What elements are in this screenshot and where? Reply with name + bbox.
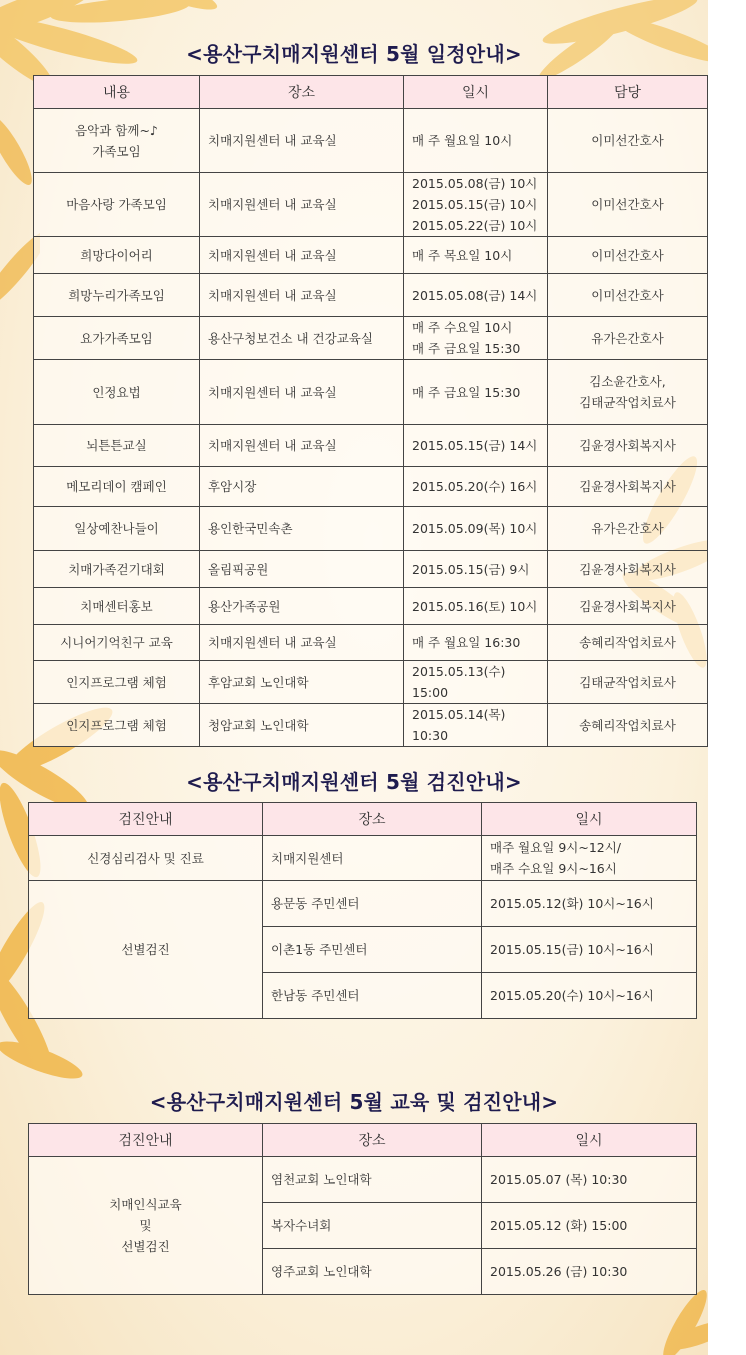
table-row: [29, 1157, 697, 1203]
schedule-table: [33, 75, 708, 747]
schedule-cell-content: [34, 467, 200, 507]
education-header-time: 일시: [482, 1124, 697, 1157]
schedule-cell-staff: [548, 625, 708, 661]
schedule-cell-time: [404, 467, 548, 507]
schedule-cell-place: 치매지원센터 내 교육실: [200, 625, 404, 661]
schedule-cell-staff-line: 이미선간호사: [591, 247, 664, 263]
schedule-cell-content: [34, 588, 200, 625]
schedule-header-staff: 담당: [548, 76, 708, 109]
checkup-section: [0, 720, 708, 1040]
schedule-cell-content: [34, 551, 200, 588]
schedule-cell-content: [34, 661, 200, 704]
education-header-content: 검진안내: [29, 1124, 263, 1157]
schedule-cell-staff-line: 이미선간호사: [591, 287, 664, 303]
checkup-time-line: 매주 월요일 9시~12시/: [490, 840, 622, 855]
right-margin: [708, 0, 746, 1355]
schedule-cell-place: 용인한국민속촌: [200, 507, 404, 551]
schedule-cell-staff-line: 김태균작업치료사: [579, 674, 676, 690]
schedule-cell-time-line: 매 주 월요일 16:30: [412, 635, 521, 650]
schedule-cell-time: [404, 173, 548, 237]
schedule-cell-content: [34, 317, 200, 360]
schedule-cell-time: [404, 551, 548, 588]
schedule-cell-staff: [548, 173, 708, 237]
checkup-title: <용산구치매지원센터 5월 검진안내>: [186, 770, 522, 794]
schedule-cell-time-line: 2015.05.08(금) 14시: [412, 287, 538, 303]
schedule-header-place: 장소: [200, 76, 404, 109]
schedule-cell-content: [34, 274, 200, 317]
schedule-cell-time-line: 2015.05.20(수) 16시: [412, 479, 538, 494]
schedule-cell-place: 후암교회 노인대학: [200, 661, 404, 704]
schedule-cell-place: 치매지원센터 내 교육실: [200, 173, 404, 237]
schedule-cell-place: 청암교회 노인대학: [200, 704, 404, 747]
table-row: [29, 881, 697, 927]
schedule-cell-time-line: 2015.05.13(수) 15:00: [412, 664, 506, 700]
schedule-cell-content-line: 시니어기억친구 교육: [60, 635, 173, 650]
schedule-cell-time-line: 매 주 월요일 10시: [412, 133, 513, 148]
schedule-cell-content-line: 가족모임: [92, 143, 141, 159]
education-content-line: 선별검진: [121, 1239, 170, 1254]
schedule-cell-time-line: 2015.05.15(금) 9시: [412, 561, 530, 577]
table-row: [34, 551, 708, 588]
schedule-cell-time-line: 2015.05.15(금) 14시: [412, 438, 538, 453]
schedule-cell-place: 치매지원센터 내 교육실: [200, 109, 404, 173]
education-time: 2015.05.12 (화) 15:00: [482, 1203, 697, 1249]
screening-time: 2015.05.12(화) 10시~16시: [482, 881, 697, 927]
schedule-cell-staff-line: 김태균작업치료사: [579, 395, 676, 410]
table-row: [34, 661, 708, 704]
education-content: [29, 1157, 263, 1295]
schedule-cell-staff-line: 송혜리작업치료사: [579, 717, 676, 733]
schedule-cell-content-line: 인지프로그램 체험: [66, 674, 167, 690]
education-place: 염천교회 노인대학: [263, 1157, 482, 1203]
education-section: [0, 1040, 708, 1340]
schedule-cell-content: [34, 173, 200, 237]
schedule-cell-staff-line: 이미선간호사: [591, 133, 664, 148]
schedule-cell-staff-line: 김윤경사회복지사: [579, 561, 676, 577]
schedule-cell-staff: [548, 507, 708, 551]
table-row: [34, 237, 708, 274]
schedule-cell-staff: [548, 551, 708, 588]
schedule-cell-time-line: 2015.05.16(토) 10시: [412, 598, 538, 614]
table-row: [34, 625, 708, 661]
schedule-cell-staff: [548, 661, 708, 704]
checkup-time: [482, 836, 697, 881]
schedule-header-content: 내용: [34, 76, 200, 109]
schedule-cell-time-line: 2015.05.08(금) 10시: [412, 176, 538, 191]
schedule-cell-content-line: 일상예찬나들이: [74, 521, 159, 536]
schedule-cell-content: [34, 425, 200, 467]
education-title: <용산구치매지원센터 5월 교육 및 검진안내>: [149, 1090, 559, 1114]
screening-place: 이촌1동 주민센터: [263, 927, 482, 973]
table-row: [34, 360, 708, 425]
table-row: [34, 317, 708, 360]
education-header-place: 장소: [263, 1124, 482, 1157]
schedule-cell-place: 용산가족공원: [200, 588, 404, 625]
table-row: [29, 836, 697, 881]
schedule-cell-time: [404, 588, 548, 625]
schedule-cell-time-line: 매 주 금요일 15:30: [412, 341, 521, 356]
education-table: [28, 1123, 697, 1295]
schedule-cell-content-line: 뇌튼튼교실: [86, 438, 147, 453]
education-content-line: 치매인식교육: [109, 1197, 182, 1212]
checkup-time-line: 매주 수요일 9시~16시: [490, 861, 617, 876]
schedule-cell-staff-line: 김소윤간호사,: [589, 374, 666, 389]
schedule-cell-content-line: 인정요법: [92, 384, 141, 400]
schedule-cell-staff: [548, 425, 708, 467]
schedule-cell-staff-line: 이미선간호사: [591, 197, 664, 212]
education-time: 2015.05.07 (목) 10:30: [482, 1157, 697, 1203]
table-row: [34, 507, 708, 551]
schedule-title: <용산구치매지원센터 5월 일정안내>: [186, 42, 522, 66]
schedule-cell-time: [404, 317, 548, 360]
checkup-place: 치매지원센터: [263, 836, 482, 881]
schedule-cell-content: [34, 237, 200, 274]
screening-place: 한남동 주민센터: [263, 973, 482, 1019]
education-place: 영주교회 노인대학: [263, 1249, 482, 1295]
education-place: 복자수녀회: [263, 1203, 482, 1249]
schedule-cell-time: [404, 661, 548, 704]
education-content-line: 및: [139, 1218, 152, 1233]
schedule-cell-time-line: 2015.05.15(금) 10시: [412, 197, 538, 212]
table-row: [34, 588, 708, 625]
schedule-cell-place: 올림픽공원: [200, 551, 404, 588]
schedule-cell-content-line: 인지프로그램 체험: [66, 717, 167, 733]
screening-place: 용문동 주민센터: [263, 881, 482, 927]
schedule-cell-staff: [548, 237, 708, 274]
schedule-cell-staff-line: 송혜리작업치료사: [579, 635, 676, 650]
checkup-header-content: 검진안내: [29, 803, 263, 836]
schedule-cell-content: [34, 507, 200, 551]
schedule-cell-time: [404, 625, 548, 661]
education-time: 2015.05.26 (금) 10:30: [482, 1249, 697, 1295]
schedule-cell-place: 후암시장: [200, 467, 404, 507]
schedule-cell-place: 치매지원센터 내 교육실: [200, 425, 404, 467]
schedule-cell-time: [404, 507, 548, 551]
schedule-cell-staff-line: 유가은간호사: [591, 330, 664, 346]
table-row: [34, 467, 708, 507]
schedule-cell-time: [404, 237, 548, 274]
schedule-cell-staff: [548, 360, 708, 425]
schedule-cell-content-line: 치매가족걷기대회: [68, 561, 165, 577]
schedule-cell-content-line: 마음사랑 가족모임: [66, 197, 167, 212]
schedule-cell-time-line: 2015.05.09(목) 10시: [412, 521, 538, 536]
schedule-cell-time-line: 2015.05.22(금) 10시: [412, 218, 538, 233]
checkup-header-place: 장소: [263, 803, 482, 836]
schedule-cell-time-line: 매 주 수요일 10시: [412, 320, 513, 335]
schedule-cell-time-line: 매 주 목요일 10시: [412, 247, 513, 263]
screening-content: 선별검진: [29, 881, 263, 1019]
schedule-cell-place: 치매지원센터 내 교육실: [200, 360, 404, 425]
schedule-cell-staff: [548, 588, 708, 625]
schedule-cell-content-line: 희망다이어리: [80, 247, 153, 263]
schedule-cell-content-line: 치매센터홍보: [80, 598, 153, 614]
screening-time: 2015.05.20(수) 10시~16시: [482, 973, 697, 1019]
schedule-cell-time-line: 2015.05.14(목) 10:30: [412, 707, 506, 743]
schedule-cell-staff-line: 김윤경사회복지사: [579, 479, 676, 494]
schedule-cell-content: [34, 109, 200, 173]
schedule-cell-time: [404, 109, 548, 173]
schedule-cell-time: [404, 274, 548, 317]
schedule-cell-content-line: 희망누리가족모임: [68, 287, 165, 303]
schedule-cell-staff-line: 김윤경사회복지사: [579, 598, 676, 614]
schedule-cell-content-line: 음악과 함께~♪: [75, 122, 158, 138]
checkup-header-time: 일시: [482, 803, 697, 836]
schedule-cell-time: [404, 425, 548, 467]
schedule-cell-staff: [548, 274, 708, 317]
table-row: [34, 173, 708, 237]
screening-time: 2015.05.15(금) 10시~16시: [482, 927, 697, 973]
table-row: [34, 109, 708, 173]
schedule-header-time: 일시: [404, 76, 548, 109]
checkup-table: [28, 802, 697, 1019]
schedule-cell-content: [34, 360, 200, 425]
schedule-cell-staff-line: 김윤경사회복지사: [579, 438, 676, 453]
schedule-cell-staff: [548, 109, 708, 173]
schedule-cell-time: [404, 360, 548, 425]
schedule-cell-content-line: 메모리데이 캠페인: [66, 479, 167, 494]
checkup-content: 신경심리검사 및 진료: [29, 836, 263, 881]
table-row: [34, 274, 708, 317]
table-row: [34, 425, 708, 467]
schedule-cell-staff: [548, 467, 708, 507]
schedule-cell-place: 치매지원센터 내 교육실: [200, 274, 404, 317]
schedule-cell-place: 용산구청보건소 내 건강교육실: [200, 317, 404, 360]
schedule-cell-content-line: 요가가족모임: [80, 330, 153, 346]
schedule-cell-staff: [548, 317, 708, 360]
schedule-cell-time-line: 매 주 금요일 15:30: [412, 384, 521, 400]
schedule-cell-content: [34, 625, 200, 661]
schedule-cell-place: 치매지원센터 내 교육실: [200, 237, 404, 274]
schedule-body: [34, 109, 708, 747]
schedule-cell-staff-line: 유가은간호사: [591, 521, 664, 536]
